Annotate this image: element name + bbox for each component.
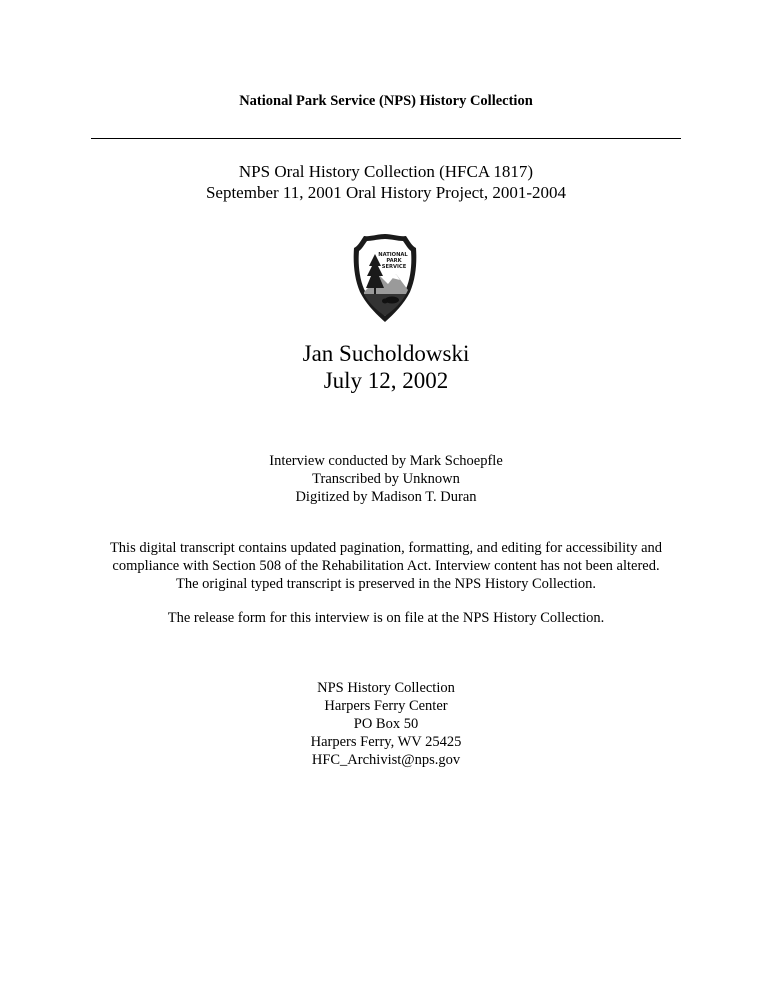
interviewee-name: Jan Sucholdowski [302, 341, 470, 366]
project-name: September 11, 2001 Oral History Project, 2001-2004 [205, 183, 567, 202]
address-city: Harpers Ferry, WV 25425 [310, 734, 462, 750]
accessibility-notice [0, 539, 772, 593]
notice-line: This digital transcript contains updated pagination, formatting, and editing for accessibility and [109, 540, 663, 556]
address-box: PO Box 50 [353, 716, 419, 732]
address-org: NPS History Collection [317, 680, 455, 696]
nps-arrowhead-icon [350, 232, 420, 324]
logo-text-service: SERVICE [381, 264, 407, 270]
logo-text-park: PARK [386, 258, 402, 264]
collection-info [0, 161, 772, 203]
address-email: HFC_Archivist@nps.gov [311, 752, 461, 768]
interviewee-info [0, 340, 772, 394]
logo-text-national: NATIONAL [378, 252, 408, 258]
page-header [0, 91, 772, 111]
address-center: Harpers Ferry Center [324, 698, 448, 714]
contact-address [0, 679, 772, 769]
interview-date: July 12, 2002 [323, 368, 449, 393]
header-title: National Park Service (NPS) History Collection [239, 93, 533, 109]
notice-line: The original typed transcript is preserved in the NPS History Collection. [175, 576, 597, 592]
credit-conducted: Interview conducted by Mark Schoepfle [269, 453, 503, 469]
credit-digitized: Digitized by Madison T. Duran [295, 489, 477, 505]
credits [0, 452, 772, 506]
notice-line: compliance with Section 508 of the Rehabilitation Act. Interview content has not been altered. [112, 558, 660, 574]
credit-transcribed: Transcribed by Unknown [312, 471, 460, 487]
release-statement [0, 609, 772, 627]
header-divider [91, 138, 681, 139]
release-text: The release form for this interview is on file at the NPS History Collection. [167, 610, 605, 626]
collection-name: NPS Oral History Collection (HFCA 1817) [238, 162, 534, 181]
